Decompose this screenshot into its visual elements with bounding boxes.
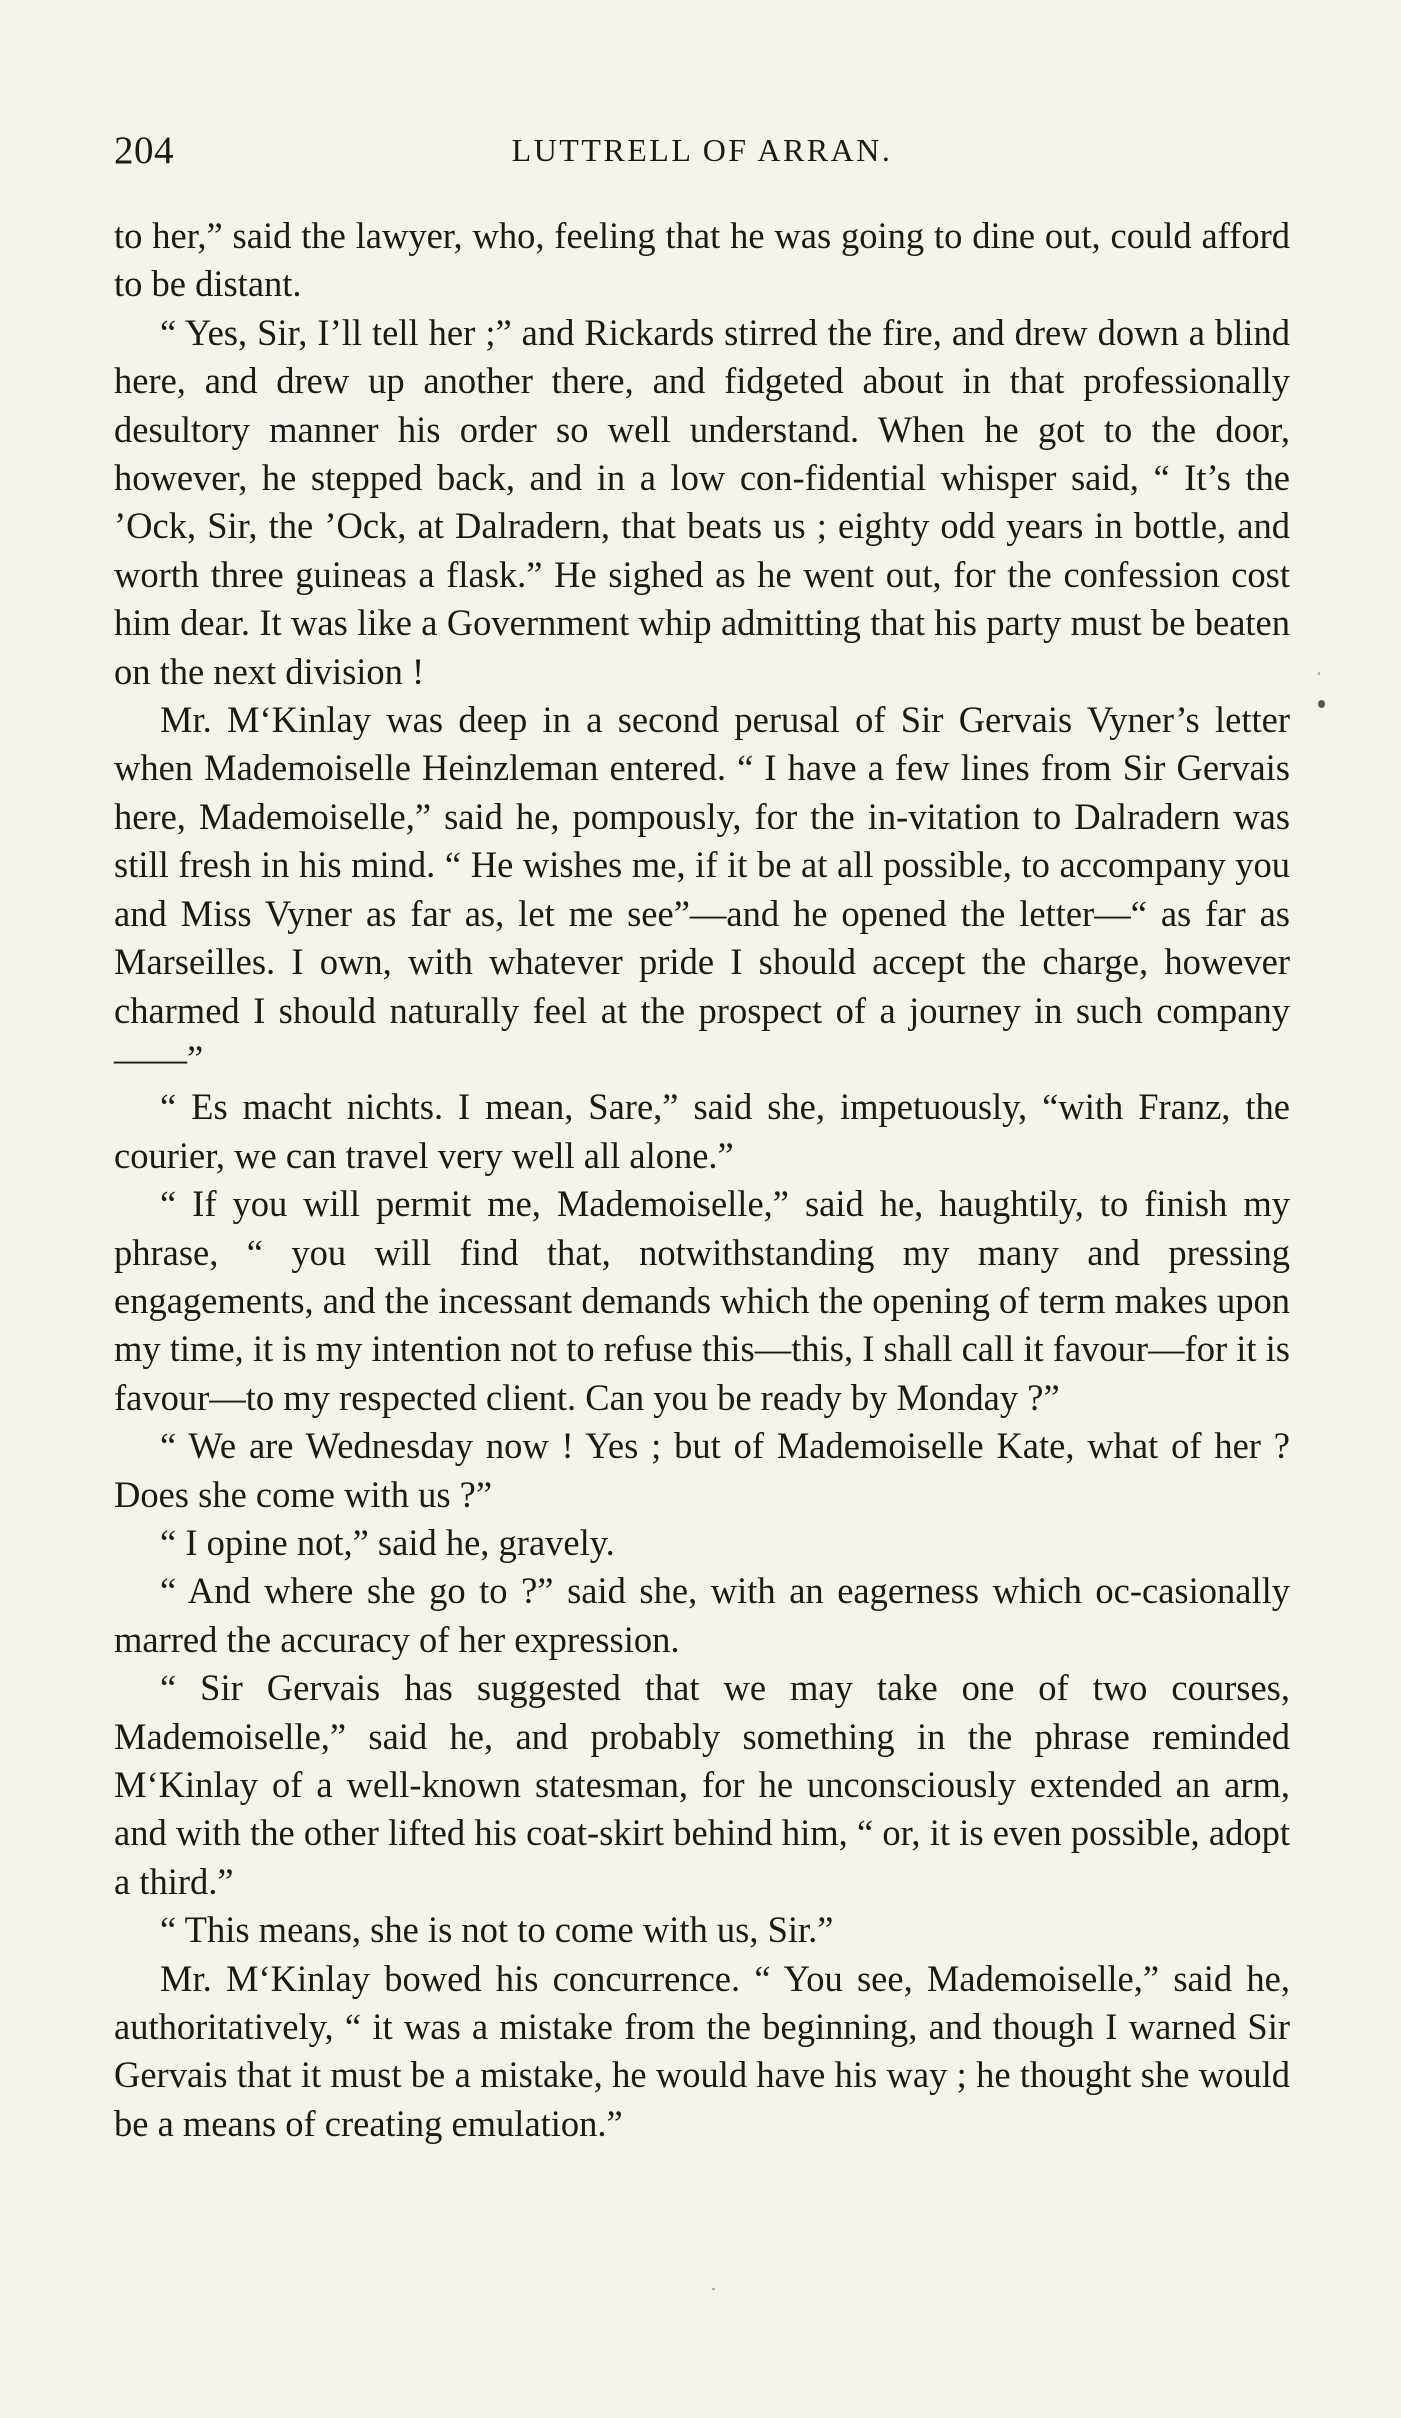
paragraph-continuation: to her,” said the lawyer, who, feeling that he was going to dine out, could afford to be distant. [114,215,1290,305]
paragraph-rickards-reply: “ Yes, Sir, I’ll tell her ;” and Rickards stirred the fire, and drew down a blind here, and drew up another there, and fidgeted about in that professionally desultory manner his order so well understand. When he got to the door, however, he stepped back, and in a low con-fidential whisper said, “ It’s the ’Ock, Sir, the ’Ock, at Dalradern, that beats us ; eighty odd years in bottle, and worth three guineas a flask.” He sighed as he went out, for the confession cost him dear. It was like a Government whip admitting that his party must be beaten on the next division ! [114,311,1290,692]
running-head [114,128,1290,184]
paragraph-wednesday: “ We are Wednesday now ! Yes ; but of Mademoiselle Kate, what of her ? Does she come with us ?” [114,1425,1290,1515]
paragraph-where-she-go: “ And where she go to ?” said she, with an eagerness which oc-casionally marred the accuracy of her expression. [114,1570,1290,1660]
running-title: LUTTRELL OF ARRAN. [511,132,893,168]
paragraph-es-macht-nichts: “ Es macht nichts. I mean, Sare,” said she, impetuously, “with Franz, the courier, we can travel very well all alone.” [114,1086,1290,1176]
paragraph-not-to-come: “ This means, she is not to come with us, Sir.” [160,1909,834,1951]
ink-speck [712,2288,715,2290]
paragraph-two-courses: “ Sir Gervais has suggested that we may take one of two courses, Mademoiselle,” said he, and probably something in the phrase reminded M‘Kinlay of a well-known statesman, for he unconsciously extended an arm, and with the other lifted his coat-skirt behind him, “ or, it is even possible, adopt a third.” [114,1667,1290,1902]
body-text [114,212,1290,2148]
ink-speck [1318,672,1320,675]
paragraph-opine-not: “ I opine not,” said he, gravely. [160,1521,615,1563]
paragraph-mckinlay-letter: Mr. M‘Kinlay was deep in a second perusal of Sir Gervais Vyner’s letter when Mademoiselle Heinzleman entered. “ I have a few lines from Sir Gervais here, Mademoiselle,” said he, pompously, for the in-vitation to Dalradern was still fresh in his mind. “ He wishes me, if it be at all possible, to accompany you and Miss Vyner as far as, let me see”—and he opened the letter—“ as far as Marseilles. I own, with whatever pride I should accept the charge, however charmed I should naturally feel at the prospect of a journey in such company——” [114,699,1290,1079]
ink-speck [1318,700,1325,708]
page-number: 204 [114,129,174,172]
paragraph-permit-me: “ If you will permit me, Mademoiselle,” said he, haughtily, to finish my phrase, “ you will find that, notwithstanding my many and pressing engagements, and the incessant demands which the opening of term makes upon my time, it is my intention not to refuse this—this, I shall call it favour—for it is favour—to my respected client. Can you be ready by Monday ?” [114,1183,1290,1418]
paragraph-bowed-concurrence: Mr. M‘Kinlay bowed his concurrence. “ You see, Mademoiselle,” said he, authoritatively, “ it was a mistake from the beginning, and though I warned Sir Gervais that it must be a mistake, he would have his way ; he thought she would be a means of creating emulation.” [114,1957,1290,2144]
